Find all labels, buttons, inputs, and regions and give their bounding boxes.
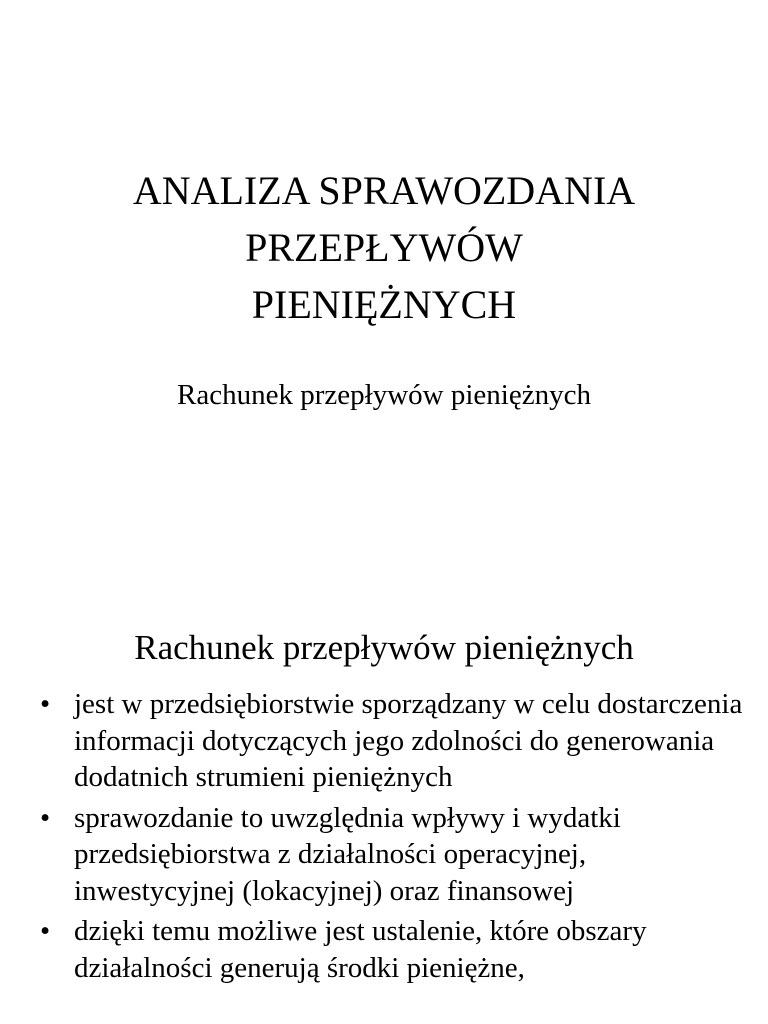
bullet-marker: • xyxy=(40,915,51,947)
main-title-line-3: PIENIĘŻNYCH xyxy=(251,282,517,327)
content-slide xyxy=(0,590,768,1024)
bullet-marker: • xyxy=(40,801,51,834)
bullet-text: jest w przedsiębiorstwie sporządzany w celu dostarczenia informacji dotyczących jego zdolności do generowania dodatnich strumieni pieniężnych xyxy=(74,688,743,793)
bullet-item xyxy=(0,913,768,986)
bullet-text: sprawozdanie to uwzględnia wpływy i wydatki przedsiębiorstwa z działalności operacyjnej, inwestycyjnej (lokacyjnej) oraz finansowej xyxy=(74,801,621,907)
main-title xyxy=(0,162,768,333)
subtitle: Rachunek przepływów pieniężnych xyxy=(177,379,591,411)
main-title-line-2: PRZEPŁYWÓW xyxy=(245,225,523,270)
bullet-marker: • xyxy=(40,688,51,720)
bullet-item xyxy=(0,686,768,796)
bullet-list xyxy=(0,686,768,990)
bullet-text: dzięki temu możliwe jest ustalenie, które obszary działalności generują środki pieniężne, xyxy=(74,915,647,984)
slide-title: Rachunek przepływów pieniężnych xyxy=(134,628,634,667)
bullet-item xyxy=(0,800,768,910)
main-title-line-1: ANALIZA SPRAWOZDANIA xyxy=(132,168,636,213)
